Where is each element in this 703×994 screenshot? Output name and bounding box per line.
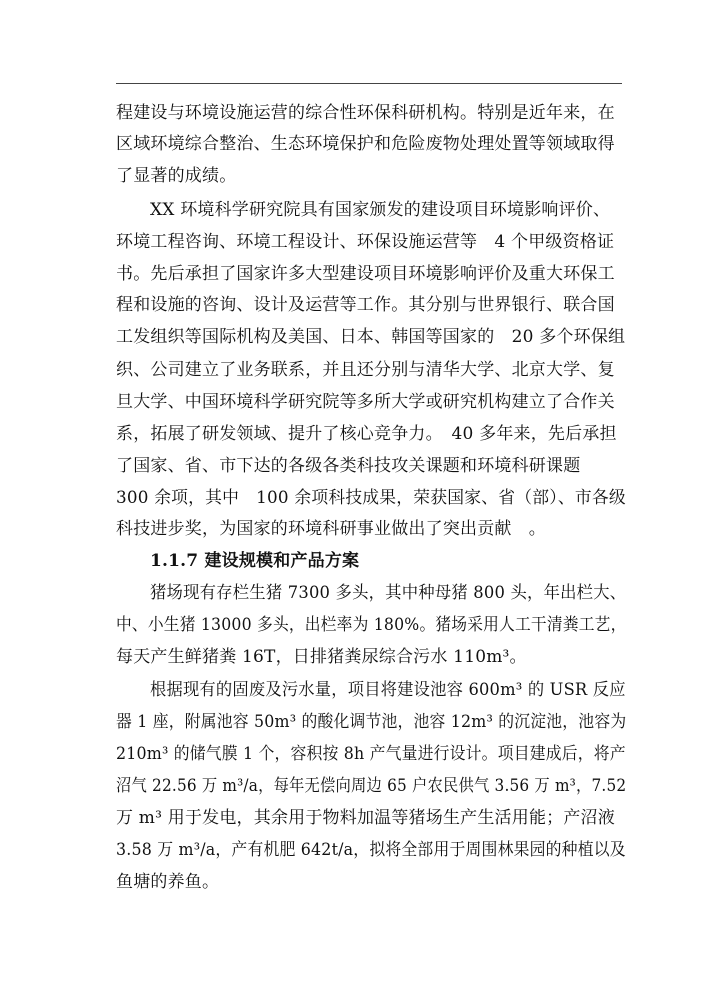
text-line: 旦大学、中国环境科学研究院等多所大学或研究机构建立了合作关 <box>116 392 615 412</box>
text-line: 工发组织等国际机构及美国、日本、韩国等国家的 20 多个环保组 <box>116 327 626 347</box>
section-heading <box>150 551 359 571</box>
header-rule <box>116 83 622 84</box>
text-line: 程和设施的咨询、设计及运营等工作。其分别与世界银行、联合国 <box>116 295 615 315</box>
text-line: 根据现有的固废及污水量，项目将建设池容 600m³ 的 USR 反应 <box>150 680 626 700</box>
text-line: 了国家、省、市下达的各级各类科技攻关课题和环境科研课题 <box>116 456 581 476</box>
text-line: 科技进步奖，为国家的环境科研事业做出了突出贡献 。 <box>116 519 546 539</box>
text-line: 区域环境综合整治、生态环境保护和危险废物处理处置等领域取得 <box>116 134 615 154</box>
text-line: 3.58 万 m³/a，产有机肥 642t/a，拟将全部用于周围林果园的种植以及 <box>116 840 626 860</box>
text-line: 300 余项，其中 100 余项科技成果，荣获国家、省（部）、市各级 <box>116 488 626 508</box>
section-title: 建设规模和产品方案 <box>204 551 360 571</box>
section-number: 1.1.7 <box>150 551 199 571</box>
text-line: 万 m³ 用于发电，其余用于物料加温等猪场生产生活用能；产沼液 <box>116 808 615 828</box>
text-line: 书。先后承担了国家许多大型建设项目环境影响评价及重大环保工 <box>116 264 615 284</box>
text-line: XX 环境科学研究院具有国家颁发的建设项目环境影响评价、 <box>150 200 611 220</box>
text-line: 鱼塘的养鱼。 <box>116 872 220 892</box>
text-line: 系，拓展了研发领域、提升了核心竞争力。 40 多年来，先后承担 <box>116 424 617 444</box>
text-line: 了显著的成绩。 <box>116 166 237 186</box>
text-line: 每天产生鲜猪粪 16T，日排猪粪尿综合污水 110m³。 <box>116 647 527 667</box>
text-line: 猪场现有存栏生猪 7300 多头，其中种母猪 800 头，年出栏大、 <box>150 583 627 603</box>
text-line: 210m³ 的储气膜 1 个，容积按 8h 产气量进行设计。项目建成后，将产 <box>116 744 626 764</box>
text-line: 中、小生猪 13000 多头，出栏率为 180%。猪场采用人工干清粪工艺， <box>116 615 627 635</box>
text-line: 织、公司建立了业务联系，并且还分别与清华大学、北京大学、复 <box>116 360 615 380</box>
text-line: 沼气 22.56 万 m³/a，每年无偿向周边 65 户农民供气 3.56 万 m³，7.52 <box>116 776 627 796</box>
text-line: 程建设与环境设施运营的综合性环保科研机构。特别是近年来，在 <box>116 103 615 123</box>
text-line: 环境工程咨询、环境工程设计、环保设施运营等 4 个甲级资格证 <box>116 232 615 252</box>
text-line: 器 1 座，附属池容 50m³ 的酸化调节池，池容 12m³ 的沉淀池，池容为 <box>116 712 627 732</box>
